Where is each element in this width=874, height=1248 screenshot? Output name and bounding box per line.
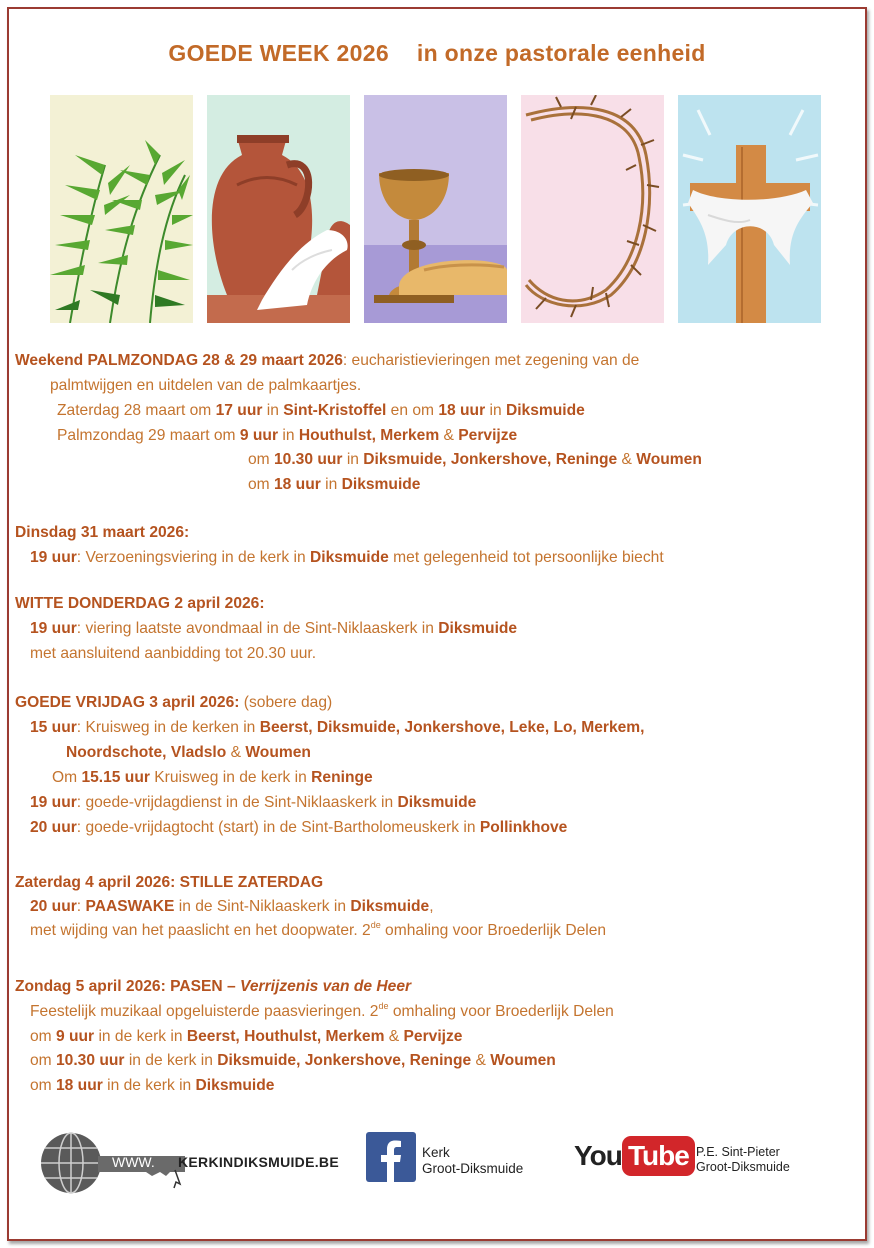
friday-line-4: [30, 794, 476, 812]
txt: in: [278, 427, 299, 444]
txt: &: [471, 1052, 491, 1069]
time: 18 uur: [56, 1077, 103, 1094]
time: 20 uur: [30, 819, 77, 836]
tuesday-line: [30, 549, 664, 567]
txt: :: [76, 898, 86, 915]
time: 9 uur: [239, 427, 279, 444]
superscript: de: [370, 920, 381, 930]
place: Diksmuide, Jonkershove, Reninge: [363, 451, 618, 468]
time: 10.30 uur: [56, 1052, 125, 1069]
palm-sunday-2: [248, 451, 702, 469]
palm-sunday-1: [57, 427, 517, 445]
time: 18 uur: [438, 402, 486, 419]
crown-of-thorns-icon: [521, 95, 664, 323]
place: Diksmuide: [397, 794, 477, 811]
time: 9 uur: [56, 1028, 95, 1045]
txt: in: [485, 402, 506, 419]
txt: Om: [52, 769, 82, 786]
txt: omhaling voor Broederlijk Delen: [380, 922, 607, 939]
txt: in de kerk in: [124, 1052, 218, 1069]
palm-intro: : eucharistievieringen met zegening van de: [342, 352, 640, 369]
easter-line-2: [30, 1028, 462, 1046]
youtube-label-2: Groot-Diksmuide: [696, 1160, 790, 1174]
time: 17 uur: [215, 402, 263, 419]
time: 19 uur: [30, 620, 77, 637]
palm-intro-2: palmtwijgen en uitdelen van de palmkaartjes.: [50, 377, 362, 394]
place: Pervijze: [403, 1028, 463, 1045]
youtube-tube: Tube: [622, 1136, 695, 1176]
place: Pervijze: [458, 427, 518, 444]
website-url: KERKINDIKSMUIDE.BE: [178, 1154, 339, 1170]
saturday-line-2: [30, 922, 606, 940]
txt: in de kerk in: [94, 1028, 187, 1045]
txt: in: [320, 476, 342, 493]
txt: met wijding van het paaslicht en het doopwater. 2: [30, 922, 371, 939]
place: Houthulst, Merkem: [298, 427, 440, 444]
thursday-heading: WITTE DONDERDAG 2 april 2026:: [15, 595, 265, 612]
youtube-you: You: [574, 1140, 622, 1171]
saturday-line-1: [30, 898, 434, 916]
txt: in de Sint-Niklaaskerk in: [174, 898, 351, 915]
palm-branches-icon: [50, 95, 193, 323]
time: 20 uur: [30, 898, 77, 915]
time: 19 uur: [30, 794, 77, 811]
txt: &: [226, 744, 246, 761]
www-label: WWW.: [112, 1154, 155, 1170]
txt: om: [30, 1077, 56, 1094]
place: Diksmuide: [195, 1077, 275, 1094]
place: Woumen: [636, 451, 702, 468]
jug-and-cloth-icon: [207, 95, 350, 323]
txt: in: [262, 402, 284, 419]
palm-heading: Weekend PALMZONDAG 28 & 29 maart 2026: [15, 352, 343, 369]
place: Diksmuide, Jonkershove, Reninge: [217, 1052, 472, 1069]
place: Noordschote, Vladslo: [66, 744, 227, 761]
facebook-link[interactable]: [366, 1132, 546, 1188]
txt: en om: [386, 402, 439, 419]
friday-line-5: [30, 819, 567, 837]
txt: omhaling voor Broederlijk Delen: [388, 1003, 614, 1020]
thursday-line-2: met aansluitend aanbidding tot 20.30 uur.: [30, 645, 317, 662]
facebook-icon: [366, 1132, 416, 1182]
youtube-logo: [574, 1136, 689, 1180]
facebook-label-1: Kerk: [422, 1145, 450, 1160]
palm-heading-line: [15, 352, 639, 370]
easter-heading-italic: Verrijzenis van de Heer: [240, 978, 412, 995]
youtube-label-1: P.E. Sint-Pieter: [696, 1145, 780, 1159]
time: 10.30 uur: [274, 451, 343, 468]
superscript: de: [378, 1001, 389, 1011]
time: 15.15 uur: [81, 769, 150, 786]
txt: ,: [429, 898, 434, 915]
txt: &: [384, 1028, 404, 1045]
txt: : goede-vrijdagtocht (start) in de Sint-Bartholomeuskerk in: [76, 819, 480, 836]
place: Reninge: [311, 769, 373, 786]
place: Diksmuide: [505, 402, 585, 419]
easter-heading-line: [15, 978, 411, 996]
place: Diksmuide: [341, 476, 421, 493]
poster-title: [0, 40, 874, 67]
youtube-label: [696, 1145, 790, 1175]
txt: in de kerk in: [102, 1077, 196, 1094]
facebook-label-2: Groot-Diksmuide: [422, 1161, 524, 1176]
txt: Zaterdag 28 maart om: [57, 402, 216, 419]
txt: om: [248, 476, 274, 493]
easter-line-4: [30, 1077, 274, 1095]
keyword: PAASWAKE: [85, 898, 175, 915]
chalice-and-bread-icon: [364, 95, 507, 323]
easter-line-3: [30, 1052, 556, 1070]
friday-line-3: [52, 769, 373, 787]
friday-line-1: [30, 719, 644, 737]
place: Beerst, Diksmuide, Jonkershove, Leke, Lo, Merkem,: [259, 719, 645, 736]
time: 19 uur: [30, 549, 77, 566]
friday-line-2: [66, 744, 311, 762]
txt: om: [30, 1052, 56, 1069]
palm-sunday-3: [248, 476, 420, 494]
txt: : viering laatste avondmaal in de Sint-Niklaaskerk in: [76, 620, 439, 637]
place: Sint-Kristoffel: [283, 402, 387, 419]
txt: in: [342, 451, 364, 468]
place: Beerst, Houthulst, Merkem: [186, 1028, 385, 1045]
txt: : goede-vrijdagdienst in de Sint-Niklaaskerk in: [76, 794, 398, 811]
place: Woumen: [245, 744, 311, 761]
website-link[interactable]: [40, 1128, 370, 1198]
txt: om: [248, 451, 274, 468]
txt: om: [30, 1028, 56, 1045]
place: Diksmuide: [309, 549, 389, 566]
time: 15 uur: [30, 719, 77, 736]
facebook-label: [422, 1145, 523, 1177]
txt: &: [617, 451, 637, 468]
txt: Kruisweg in de kerk in: [149, 769, 312, 786]
saturday-heading: Zaterdag 4 april 2026: STILLE ZATERDAG: [15, 874, 324, 891]
place: Woumen: [490, 1052, 556, 1069]
cross-with-shroud-icon: [678, 95, 821, 323]
place: Diksmuide: [350, 898, 430, 915]
txt: &: [439, 427, 459, 444]
youtube-link[interactable]: [574, 1132, 834, 1188]
place: Pollinkhove: [479, 819, 568, 836]
friday-heading-line: [15, 694, 332, 712]
friday-note: (sobere dag): [239, 694, 333, 711]
txt: : Verzoeningsviering in de kerk in: [76, 549, 310, 566]
thursday-line-1: [30, 620, 517, 638]
title-part-1: GOEDE WEEK 2026: [168, 40, 389, 66]
title-part-2: in onze pastorale eenheid: [416, 40, 706, 66]
place: Diksmuide: [438, 620, 518, 637]
friday-heading: GOEDE VRIJDAG 3 april 2026:: [15, 694, 240, 711]
footer: [0, 1128, 874, 1198]
txt: : Kruisweg in de kerken in: [76, 719, 260, 736]
time: 18 uur: [274, 476, 321, 493]
easter-line-1: [30, 1003, 614, 1021]
txt: met gelegenheid tot persoonlijke biecht: [388, 549, 664, 566]
tuesday-heading: Dinsdag 31 maart 2026:: [15, 524, 190, 541]
palm-saturday: [57, 402, 585, 420]
easter-heading: Zondag 5 april 2026: PASEN –: [15, 978, 241, 995]
txt: Palmzondag 29 maart om: [57, 427, 240, 444]
txt: Feestelijk muzikaal opgeluisterde paasvieringen. 2: [30, 1003, 379, 1020]
